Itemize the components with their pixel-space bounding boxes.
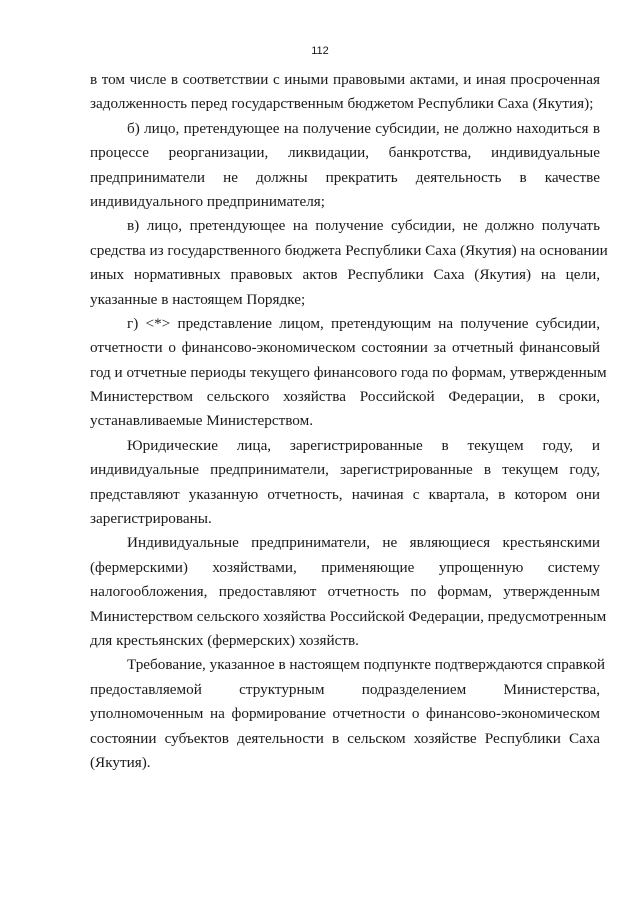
text-line: зарегистрированы. [90, 510, 212, 528]
text-line: г) <*> представление лицом, претендующим на получение субсидии, [127, 314, 600, 332]
text-line: индивидуального предпринимателя; [90, 192, 325, 210]
text-line: для крестьянских (фермерских) хозяйств. [90, 631, 359, 649]
text-line: отчетности о финансово-экономическом состоянии за отчетный финансовый [90, 339, 600, 357]
text-line: предоставляемой структурным подразделением Министерства, [90, 680, 600, 698]
text-line: в) лицо, претендующее на получение субсидии, не должно получать [127, 217, 600, 235]
text-line: указанные в настоящем Порядке; [90, 290, 306, 308]
text-line: б) лицо, претендующее на получение субсидии, не должно находиться в [127, 119, 600, 137]
text-line: устанавливаемые Министерством. [90, 412, 314, 430]
text-line: состоянии субъектов деятельности в сельском хозяйстве Республики Саха [90, 729, 600, 747]
text-line: Индивидуальные предприниматели, не являющиеся крестьянскими [127, 534, 600, 552]
text-line: процессе реорганизации, ликвидации, банкротства, индивидуальные [90, 144, 600, 162]
text-line: Требование, указанное в настоящем подпункте подтверждаются справкой [127, 656, 606, 674]
text-line: в том числе в соответствии с иными правовыми актами, и иная просроченная [90, 71, 600, 88]
text-line: Министерством сельского хозяйства Российской Федерации, предусмотренным [90, 607, 607, 625]
text-line: год и отчетные периоды текущего финансового года по формам, утвержденным [90, 363, 607, 381]
document-body [90, 68, 608, 775]
page-number: 112 [311, 45, 329, 57]
text-line: задолженность перед государственным бюджетом Республики Саха (Якутия); [90, 95, 594, 113]
text-line: уполномоченным на формирование отчетности о финансово-экономическом [90, 705, 600, 723]
text-line: представляют указанную отчетность, начиная с квартала, в котором они [90, 485, 600, 503]
text-line: налогообложения, предоставляют отчетность по формам, утвержденным [90, 583, 600, 601]
text-line: Министерством сельского хозяйства Российской Федерации, в сроки, [90, 388, 600, 406]
text-line: средства из государственного бюджета Республики Саха (Якутия) на основании [90, 241, 608, 259]
text-line: (фермерскими) хозяйствами, применяющие упрощенную систему [90, 558, 600, 576]
text-line: Юридические лица, зарегистрированные в текущем году, и [127, 436, 600, 454]
text-line: иных нормативных правовых актов Республики Саха (Якутия) на цели, [90, 266, 600, 284]
text-line: предприниматели не должны прекратить деятельность в качестве [90, 168, 600, 186]
text-line: индивидуальные предприниматели, зарегистрированные в текущем году, [90, 461, 600, 479]
text-line: (Якутия). [90, 753, 151, 771]
